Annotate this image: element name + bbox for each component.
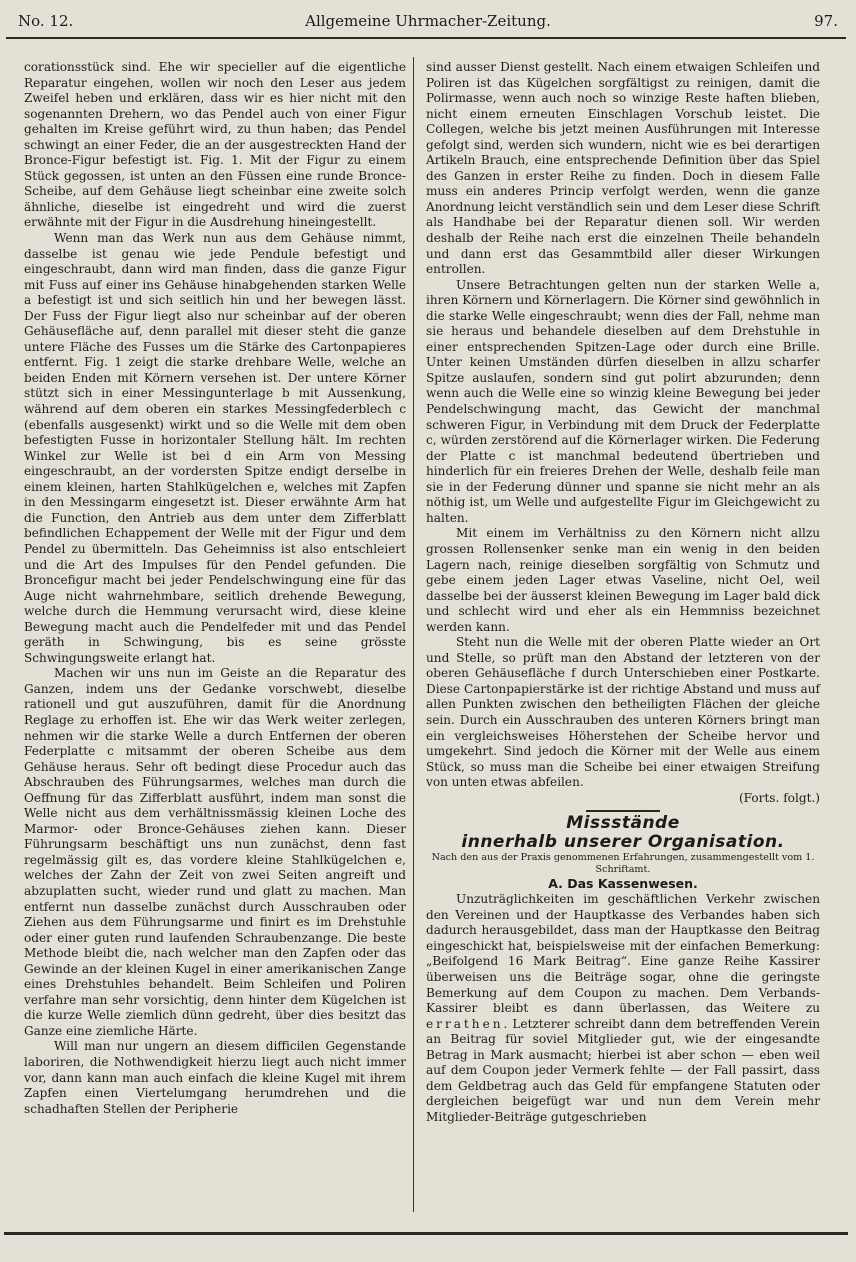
journal-title: Allgemeine Uhrmacher-Zeitung. xyxy=(305,12,551,30)
article-title xyxy=(426,814,820,852)
paragraph: corationsstück sind. Ehe wir specieller auf die eigentliche Reparatur eingehen, wollen wir noch den Leser aus jedem Zweifel heben und erklären, dass wir es hier nicht mit den sogenannten Drehern, wo das Pendel auch von einer Figur gehalten im Kreise geführt wird, zu thun haben; das Pendel schwingt an einer Feder, die an der ausgestreckten Hand der Bronce-Figur befestigt ist. Fig. 1. Mit der Figur zu einem Stück gegossen, ist unten an den Füssen eine runde Bronce-Scheibe, auf dem Gehäuse liegt scheinbar eine zweite solch ähnliche, dieselbe ist eingedreht und wird die zuerst erwähnte mit der Figur in die Ausdrehung hineingestellt. xyxy=(24,60,406,230)
page-number: 97. xyxy=(814,12,838,30)
section-heading: A. Das Kassenwesen. xyxy=(548,876,698,892)
paragraph: Unsere Betrachtungen gelten nun der starken Welle a, ihren Körnern und Körnerlagern. Die Körner sind gewöhnlich in die starke Welle eingeschraubt; wenn dies der Fall, nehme man sie heraus und behandele dieselben auf dem Drehstuhle in einer entsprechenden Spitzen-Lage oder durch eine Brille. Unter keinen Umständen dürfen dieselben in allzu scharfer Spitze auslaufen, sondern sind gut polirt abzurunden; denn wenn auch die Welle eine so winzig kleine Bewegung bei jeder Pendelschwingung macht, das Gewicht der manchmal schweren Figur, in Verbindung mit dem Druck der Federplatte c, würden zerstörend auf die Körnerlager wirken. Die Federung der Platte c ist manchmal bedeutend übertrieben und hinderlich für ein freieres Drehen der Welle, deshalb feile man sie in der Federung dünner und spanne sie nicht mehr an als nöthig ist, um Welle und aufgestellte Figur im Gleichgewicht zu halten. xyxy=(426,277,820,525)
article-text: Unzuträglichkeiten im geschäftlichen Verkehr zwischen den Vereinen und der Hauptkasse des Verbandes haben sich dadurch herausgebildet, dass man der Hauptkasse den Beitrag eingeschickt hat, beispielsweise mit der einfachen Bemerkung: „Beifolgend 16 Mark Beitrag“. Eine ganze Reihe Kassirer überweisen uns die Beiträge sogar, ohne die geringste Bemerkung auf dem Coupon zu machen. Dem Verbands-Kassirer bleibt es dann überlassen, das Weitere zu xyxy=(426,892,820,1016)
paragraph: Wenn man das Werk nun aus dem Gehäuse nimmt, dasselbe ist genau wie jede Pendule befestigt und eingeschraubt, dann wird man finden, dass die ganze Figur mit Fuss auf einer ins Gehäuse hinabgehenden starken Welle a befestigt ist und sich seitlich hin und her bewegen lässt. Der Fuss der Figur liegt also nur scheinbar auf der oberen Gehäusefläche auf, denn parallel mit dieser steht die ganze untere Fläche des Fusses um die Stärke des Cartonpapieres entfernt. Fig. 1 zeigt die starke drehbare Welle, welche an beiden Enden mit Körnern versehen ist. Der untere Körner stützt sich in einer Messingunterlage b mit Aussenkung, während auf dem oberen ein starkes Messingfederblech c (ebenfalls ausgesenkt) wirkt und so die Welle mit dem oben befestigten Fusse in horizontaler Stellung hält. Im rechten Winkel zur Welle ist bei d ein Arm von Messing eingeschraubt, an der vordersten Spitze endigt derselbe in einem kleinen, harten Stahlkügelchen e, welches mit Zapfen in den Messingarm eingesetzt ist. Dieser erwähnte Arm hat die Function, den Antrieb aus dem unter dem Zifferblatt befindlichen Echappement der Welle mit der Figur und dem Pendel zu übermitteln. Das Geheimniss ist also entschleiert und die Art des Impulses für den Pendel gefunden. Die Broncefigur macht bei jeder Pendelschwingung eine für das Auge nicht wahrnehmbare, seitlich drehende Bewegung, welche durch die Hemmung verursacht wird, diese kleine Bewegung macht auch die Pendelfeder mit und das Pendel geräth in Schwingung, bis es seine grösste Schwingungsweite erlangt hat. xyxy=(24,231,406,665)
paragraph xyxy=(426,892,820,1125)
article-subtitle: Nach den aus der Praxis genommenen Erfahrungen, zusammengestellt vom 1. Schriftamt. xyxy=(431,852,815,876)
column-divider xyxy=(413,57,414,1212)
right-column xyxy=(426,60,820,1125)
continuation-line xyxy=(426,791,820,807)
paragraph: Mit einem im Verhältniss zu den Körnern nicht allzu grossen Rollensenker senke man ein wenig in den beiden Lagern nach, reinige dieselben sorgfältig von Schmutz und gebe einem jeden Lager etwas Vaseline, nicht Oel, weil dasselbe bei der äusserst kleinen Bewegung im Lager bald dick und schlecht wird und eher als ein Hemmniss bezeichnet werden kann. xyxy=(426,526,820,634)
article-title-line1: Missstände xyxy=(566,813,680,834)
paragraph: Will man nur ungern an diesem difficilen Gegenstande laboriren, die Nothwendigkeit hierzu liegt auch nicht immer vor, dann kann man auch einfach die kleine Kugel mit ihrem Zapfen einen Viertelumgang herumdrehen und die schadhaften Stellen der Peripherie xyxy=(24,1039,406,1116)
emphasized-word: errathen xyxy=(426,1016,504,1031)
left-column xyxy=(24,60,406,1117)
article-title-line2: innerhalb unserer Organisation. xyxy=(461,832,785,853)
header-rule xyxy=(6,37,846,39)
paragraph: sind ausser Dienst gestellt. Nach einem etwaigen Schleifen und Poliren ist das Kügelchen sorgfältigst zu reinigen, damit die Polirmasse, wenn auch noch so winzige Reste haften blieben, nicht einem erneuten Einschlagen Vorschub leistet. Die Collegen, welche bis jetzt meinen Ausführungen mit Interesse gefolgt sind, werden sich wundern, nicht wie es bei derartigen Artikeln Brauch, eine entsprechende Definition über das Spiel des Ganzen in erster Reihe zu finden. Doch in diesem Falle muss ein anderes Princip verfolgt werden, wenn die ganze Anordnung leicht verständlich sein und dem Leser diese Schrift als Handhabe bei der Reparatur dienen soll. Wir werden deshalb der Reihe nach erst die einzelnen Theile behandeln und dann erst das Gesammtbild aller dieser Wirkungen entrollen. xyxy=(426,60,820,277)
article-text: . Letzterer schreibt dann dem betreffenden Verein an Beitrag für soviel Mitglieder gut, wie der eingesandte Betrag in Mark ausmacht; hierbei ist aber schon — eben weil auf dem Coupon jeder Vermerk fehlte — der Fall passirt, dass dem Geldbetrag auch das Geld für empfangene Statuten oder dergleichen beigefügt war und nun dem Verein mehr Mitglieder-Beiträge gutgeschrieben xyxy=(426,1016,820,1124)
article-separator xyxy=(586,810,660,812)
paragraph: Steht nun die Welle mit der oberen Platte wieder an Ort und Stelle, so prüft man den Abstand der letzteren von der oberen Gehäusefläche f durch Unterschieben einer Postkarte. Diese Cartonpapierstärke ist der richtige Abstand und muss auf allen Punkten zwischen den betheiligten Flächen der gleiche sein. Durch ein Ausschrauben des unteren Körners bringt man ein vergleichsweises Höherstehen der Scheibe hervor und umgekehrt. Sind jedoch die Körner mit der Welle aus einem Stück, so muss man die Scheibe bei einer etwaigen Streifung von unten etwas abfeilen. xyxy=(426,635,820,790)
issue-number: No. 12. xyxy=(18,12,74,30)
page-header xyxy=(18,12,838,36)
continuation-note: (Forts. folgt.) xyxy=(738,790,820,805)
footer-rule xyxy=(4,1232,848,1235)
paragraph: Machen wir uns nun im Geiste an die Reparatur des Ganzen, indem uns der Gedanke vorschwebt, dieselbe rationell und gut auszuführen, damit für die Anordnung Reglage zu erhoffen ist. Ehe wir das Werk weiter zerlegen, nehmen wir die starke Welle a durch Entfernen der oberen Federplatte c mitsammt der oberen Scheibe aus dem Gehäuse heraus. Sehr oft bedingt diese Procedur auch das Abschrauben des Führungsarmes, welches man durch die Oeffnung für das Zifferblatt ausführt, indem man sonst die Welle nicht aus dem verhältnissmässig kleinen Loche des Marmor- oder Bronce-Gehäuses ziehen kann. Dieser Führungsarm beschäftigt uns nun zunächst, denn fast regelmässig gilt es, das vordere kleine Stahlkügelchen e, welches der Zahn der Zeit von zwei Seiten angreift und abzuplatten sucht, wieder rund und glatt zu machen. Man entfernt nun dasselbe zunächst durch Ausschrauben oder Ziehen aus dem Führungsarme und finirt es im Drehstuhle oder einer guten rund laufenden Schraubenzange. Die beste Methode bleibt die, nach welcher man den Zapfen oder das Gewinde an der kleinen Kugel in einer amerikanischen Zange eines Drehstuhles behandelt. Beim Schleifen und Poliren verfahre man sehr vorsichtig, denn hinter dem Kügelchen ist die kurze Welle ziemlich dünn gedreht, über dies besitzt das Ganze eine ziemliche Härte. xyxy=(24,666,406,1038)
